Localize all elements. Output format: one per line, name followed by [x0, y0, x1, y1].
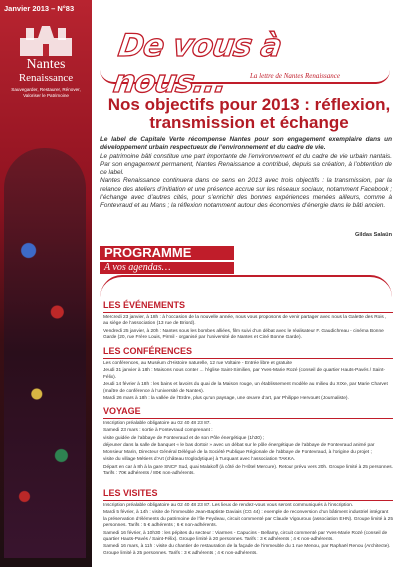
- list-item: Inscription préalable obligatoire au 02 40 48 23 87.: [103, 421, 211, 426]
- intro-paragraph-3: Nantes Renaissance continuera dans ce sens en 2013 avec trois objectifs : la transmission, par la relance des ateliers d’initiation et une présence accrue sur les réseaux sociaux, notamment Facebook ; l’échange avec d’autres cités, pour s’enrichir des bonnes expériences menées ailleurs, comme à Fontevraud et au Mans ; la réflexion notamment autour des économies d’énergie dans le bâti ancien.: [100, 177, 392, 210]
- section-title-conferences: LES CONFÉRENCES: [103, 346, 193, 356]
- list-item: Samedi 23 mars : sortie à Fontevraud comprenant :: [103, 428, 213, 434]
- list-item: Jeudi 14 février à 18h : les bains et lavoirs du quai de la Maison rouge, un établissement modèle au milieu du XIXe, par Marie Charvet (maître de conférence à l’université de Nantes).: [103, 382, 388, 394]
- visites-list: [103, 503, 393, 558]
- divider-wave: [100, 275, 392, 297]
- programme-subbanner: A vos agendas…: [100, 262, 234, 274]
- list-item: Mardi 26 mars à 18h : la vallée de l’Erdre, plus qu’un paysage, une œuvre d’art, par Philippe Hervouët (Journaliste).: [103, 396, 349, 402]
- intro-text: [100, 136, 392, 211]
- list-item: Mardi 5 février, à 14h : visite de l’immeuble Jean-Baptiste Daviais (CG 44) : exemple de reconversion d’un bâtiment industriel intégrant la préservation d’éléments du patrimoine de l’île Feydeau, circuit commenté par Claude Vigouroux (association EHN). Groupe limité à 25 personnes. Tarifs : 5 € adhérents ; 6 € non-adhérents.: [103, 510, 394, 529]
- programme-banner: PROGRAMME: [100, 246, 234, 260]
- intro-paragraph-2: Le patrimoine bâti constitue une part importante de l’environnement et du cadre de vie urbain nantais. Par son engagement permanent, Nantes Renaissance a contribué, depuis sa création, à l’obtention de ce label.: [100, 152, 392, 177]
- stained-glass-image: [4, 148, 86, 558]
- section-rule: [103, 358, 393, 359]
- events-list: [103, 315, 393, 343]
- list-item: Vendredi 25 janvier, à 20h : Nantes sous les bombes alliées, film suivi d’un débat avec le réalisateur F. Gaudichreau - cinéma Bonne Garde (20, rue Frère Louis, Pirmil - organisé par l’université de Nantes et Ciné Bonne Garde).: [103, 328, 384, 341]
- intro-paragraph-1: Le label de Capitale Verte récompense Nantes pour son engagement exemplaire dans un développement urbain respectueux de l’environnement et du cadre de vie.: [100, 136, 392, 152]
- section-title-visites: LES VISITES: [103, 488, 158, 498]
- logo-tagline: Sauvegarder, Restaurer, Rénover, Valoriser le Patrimoine: [11, 87, 81, 98]
- voyage-list: [103, 421, 393, 479]
- list-item: Inscription préalable obligatoire au 02 40 48 23 87. Les lieux de rendez-vous vous seront communiqués à l’inscription.: [103, 503, 354, 508]
- masthead-subtitle: La lettre de Nantes Renaissance: [250, 72, 340, 80]
- list-item: visite du village Métiers d’Art (château troglodytique) à Turquant avec l’association TAKKA.: [103, 457, 296, 463]
- issue-label: Janvier 2013 – N°83: [4, 4, 75, 13]
- list-item: Samedi 16 février, à 10h30 : les pépites du secteur : Viarmes - Capucins - Bellamy, circuit commenté par Yves-Marie Rozé (conseil de quartier Hauts-Pavés / Saint-Félix). Groupe limité à 20 personnes. Tarifs : 3 € adhérents ; 4 € non-adhérents.: [103, 530, 388, 542]
- list-item: Départ en car à 8h à la gare SNCF Sud, quai Malakoff (à côté de l’Hôtel Mercure). Retour prévu vers 20h. Groupe limité à 25 personnes. Tarifs : 70€ adhérents / 80€ non-adhérents.: [103, 464, 394, 477]
- section-title-events: LES ÉVÉNEMENTS: [103, 300, 186, 310]
- section-rule: [103, 418, 393, 419]
- conferences-list: [103, 361, 393, 404]
- section-title-voyage: VOYAGE: [103, 406, 141, 416]
- section-rule: [103, 312, 393, 313]
- signature: Gildas Salaün: [355, 232, 392, 238]
- logo-name-2: Renaissance: [18, 72, 74, 84]
- list-item: visite guidée de l’abbaye de Fontevraud et de son Pôle énergétique (1h30) ;: [103, 435, 265, 441]
- list-item: déjeuner dans la salle de banquet « le bas dortoir » avec un débat sur le pôle énergétique de l’abbaye de Fontevraud animé par Monsieur Marin, Directeur Général Délégué de la Société Publique Régionale de l’abbaye de Fontevraud, à l’origine du projet ;: [103, 443, 375, 455]
- masthead: [100, 28, 390, 100]
- list-item: Les conférences, au Muséum d’Histoire naturelle, 12 rue Voltaire - Entrée libre et gratuite: [103, 361, 293, 366]
- logo-name: Nantes: [26, 57, 66, 72]
- list-item: Jeudi 31 janvier à 18h : Maisons nous conter ... l’église Saint-Similien, par Yves-Marie Rozé (conseil de quartier Hauts-Pavés / Saint-Félix).: [103, 368, 385, 380]
- castle-logo-icon: [16, 24, 76, 58]
- headline: Nos objectifs pour 2013 : réflexion, transmission et échange: [107, 95, 391, 132]
- list-item: Mercredi 23 janvier, à 18h : à l’occasion de la nouvelle année, nous vous proposons de venir partager avec nous la Galette des Rois , au siège de l’association (13 rue de Briord).: [103, 315, 387, 327]
- sidebar: [0, 0, 92, 567]
- logo: [6, 22, 86, 108]
- list-item: Samedi 16 mars, à 11h : visite du chantier de restauration de la façade de l’immeuble du 1 rue Menou, par Raphaël Renou (Architecte). Groupe limité à 25 personnes. Tarifs : 3 € adhérents ; 4 € non-adhérents.: [103, 544, 391, 556]
- masthead-title: De vous à nous...: [110, 28, 284, 100]
- section-rule: [103, 500, 393, 501]
